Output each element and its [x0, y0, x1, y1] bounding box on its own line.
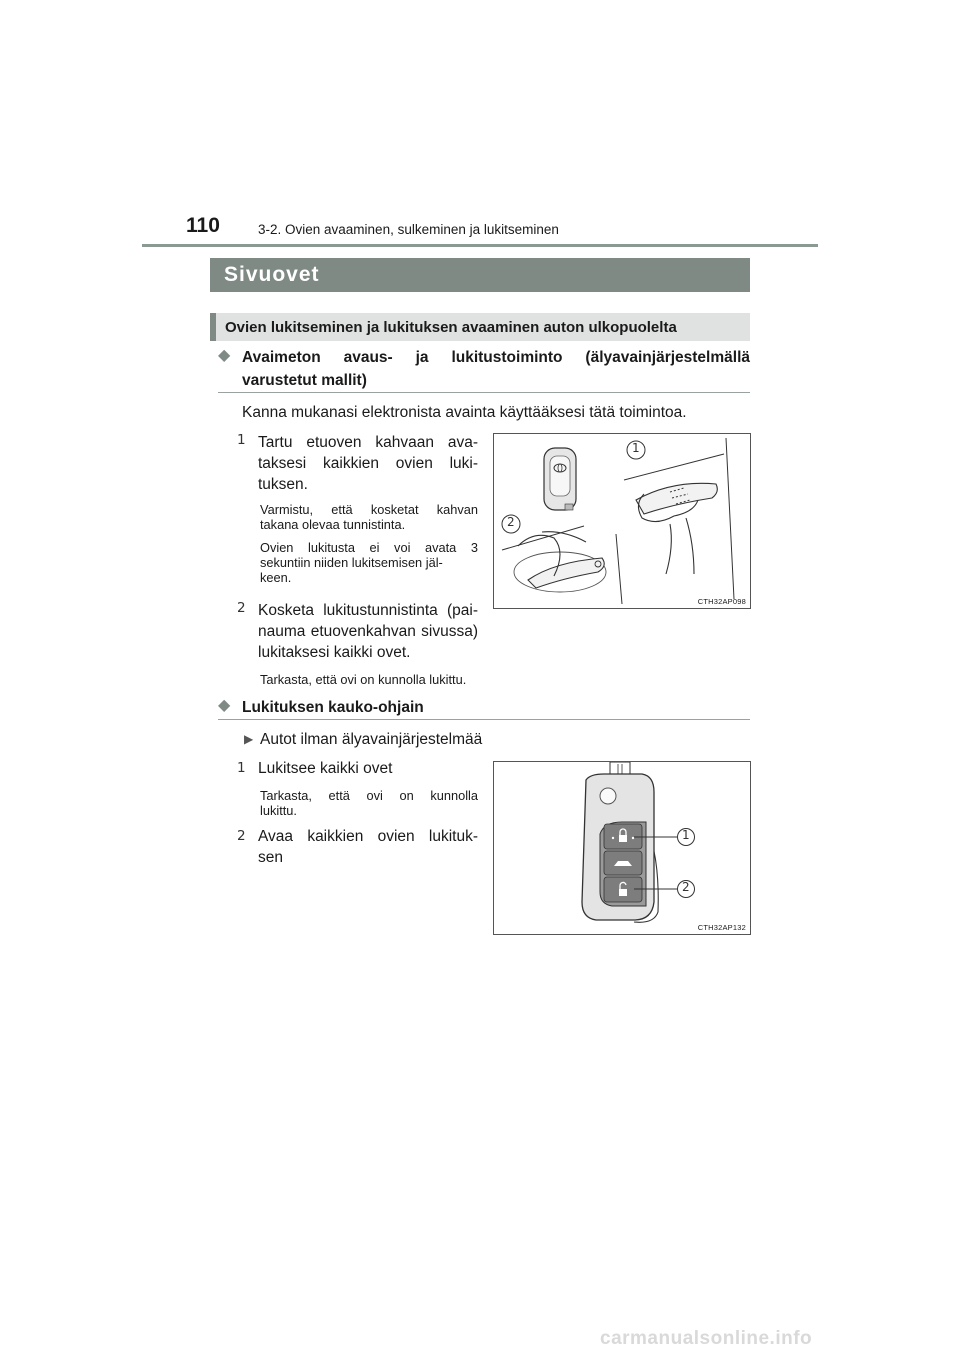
callout-2: 2: [507, 515, 515, 529]
step1-line1: Tartu etuoven kahvaan ava-: [258, 434, 478, 451]
check-note: Tarkasta, että ovi on kunnolla lukittu.: [260, 672, 467, 687]
remote-key-illustration: [494, 762, 750, 934]
step1-note2-line2: sekuntiin niiden lukitsemisen jäl-: [260, 555, 443, 570]
step2-line3: lukitaksesi kaikki ovet.: [258, 644, 411, 661]
figure-code: CTH32AP132: [697, 923, 746, 932]
header-rule: [142, 244, 818, 247]
section-title: Sivuovet: [224, 263, 320, 286]
callout-2: 2: [682, 880, 690, 894]
remote-step2-line1: Avaa kaikkien ovien lukituk-: [258, 828, 478, 845]
remote-figure: [493, 761, 751, 935]
callout-1: 1: [682, 828, 690, 842]
smart-key-door-handle-illustration: [494, 434, 750, 608]
step-number: 1: [237, 432, 246, 448]
remote-variant: Autot ilman älyavainjärjestelmää: [260, 731, 483, 748]
step1-line3: tuksen.: [258, 476, 308, 493]
remote-title: Lukituksen kauko-ohjain: [242, 699, 424, 716]
subsection-bar: [210, 313, 750, 341]
arrow-bullet-icon: ▶: [244, 732, 254, 746]
subsection-title: Ovien lukitseminen ja lukituksen avaaminen auton ulkopuolelta: [225, 319, 677, 336]
remote-step2-line2: sen: [258, 849, 283, 866]
step2-line2: nauma etuovenkahvan sivussa): [258, 623, 478, 640]
step1-line2: taksesi kaikkien ovien luki-: [258, 455, 478, 472]
chapter-title: 3-2. Ovien avaaminen, sulkeminen ja lukitseminen: [258, 222, 559, 237]
topic-rule: [218, 719, 750, 720]
page-number: 110: [186, 214, 220, 237]
step1-note1-line2: takana olevaa tunnistinta.: [260, 517, 406, 532]
smart-entry-intro: Kanna mukanasi elektronista avainta käyttääksesi tätä toimintoa.: [242, 404, 687, 421]
step1-note1-line1: Varmistu, että kosketat kahvan: [260, 502, 478, 517]
callout-1: 1: [632, 441, 640, 455]
smart-entry-title-line1: Avaimeton avaus- ja lukitustoiminto (älyavainjärjestelmällä: [242, 349, 750, 366]
step1-note2-line1: Ovien lukitusta ei voi avata 3: [260, 540, 478, 555]
step-number: 1: [237, 760, 246, 776]
watermark: carmanualsonline.info: [600, 1328, 813, 1349]
diamond-bullet-icon: ◆: [218, 697, 231, 714]
diamond-bullet-icon: ◆: [218, 347, 231, 364]
step-number: 2: [237, 828, 246, 844]
subsection-accent: [210, 313, 216, 341]
step1-note2-line3: keen.: [260, 570, 292, 585]
step2-line1: Kosketa lukitustunnistinta (pai-: [258, 602, 478, 619]
remote-step1-note-line2: lukittu.: [260, 803, 297, 818]
remote-step1-label: Lukitsee kaikki ovet: [258, 760, 393, 777]
figure-code: CTH32AP098: [697, 597, 746, 606]
remote-step1-note-line1: Tarkasta, että ovi on kunnolla: [260, 788, 478, 803]
smart-entry-figure: [493, 433, 751, 609]
step-number: 2: [237, 600, 246, 616]
smart-entry-title-line2: varustetut mallit): [242, 372, 367, 389]
topic-rule: [218, 392, 750, 393]
section-bar: [210, 258, 750, 292]
